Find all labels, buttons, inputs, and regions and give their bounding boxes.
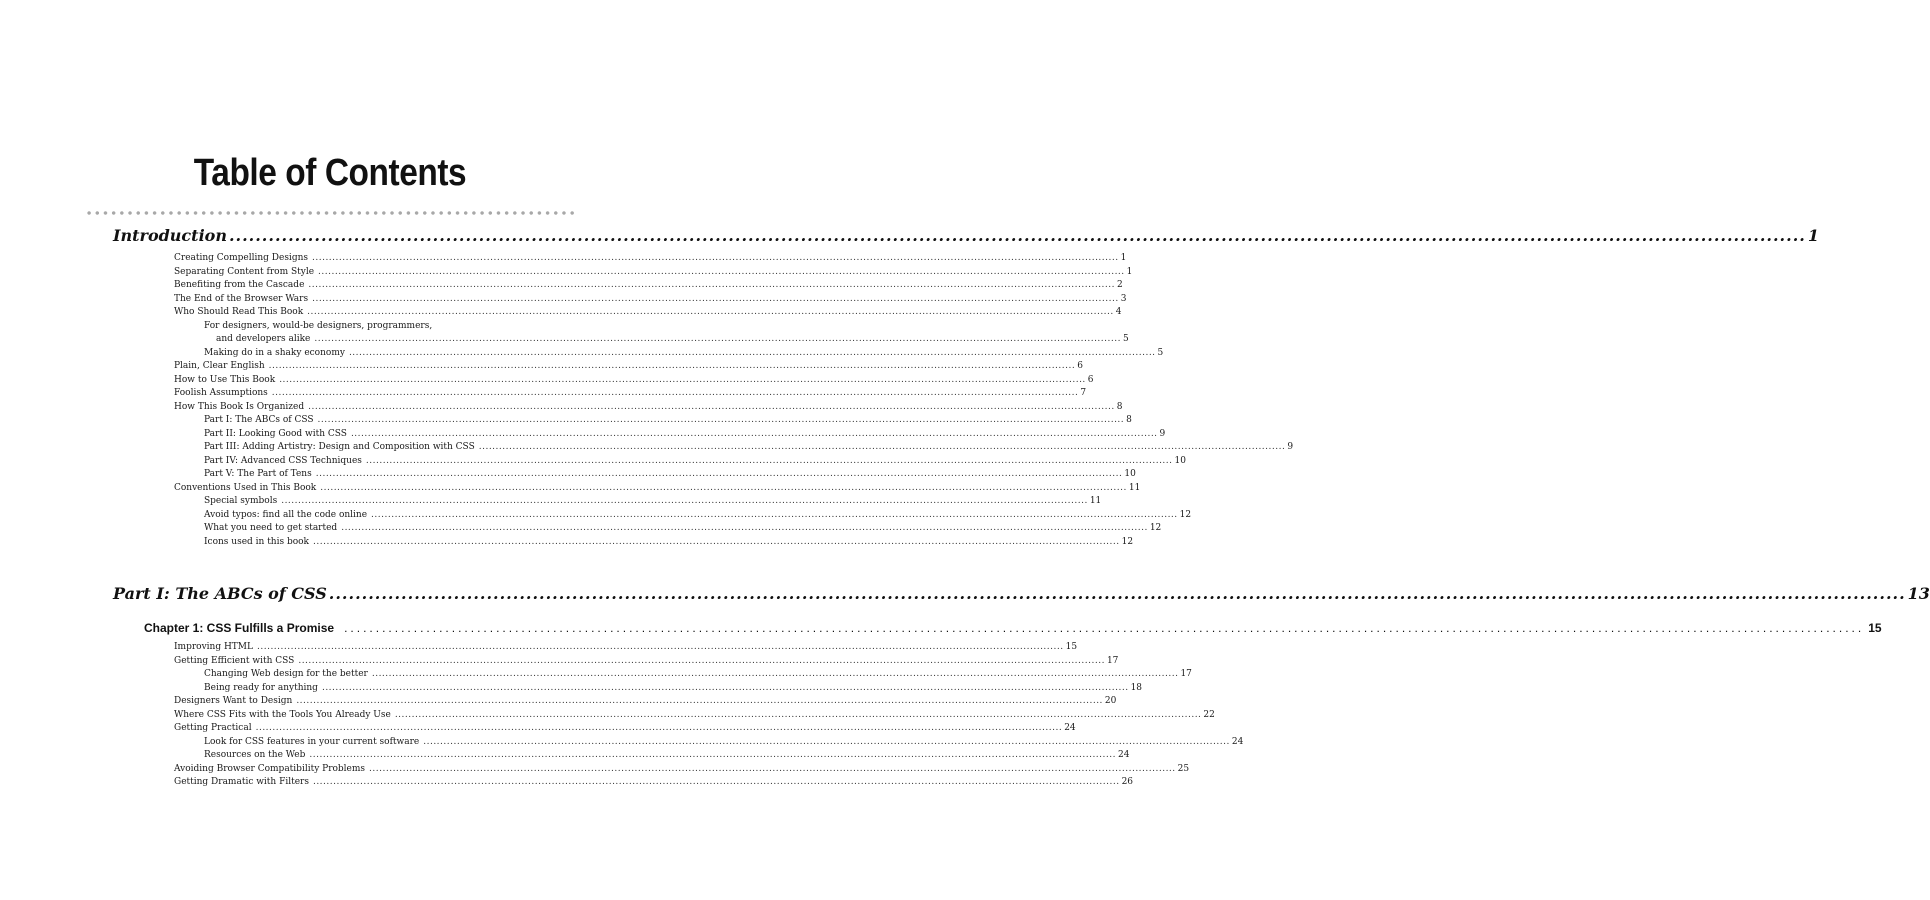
entry-label: Plain, Clear English: [174, 361, 265, 371]
dot-leader: ................................................................................................................................................................................................................................................: [312, 293, 1119, 304]
entry-page-number: 20: [1104, 696, 1117, 706]
entry-page-number: 10: [1124, 469, 1136, 479]
entry-page-number: 9: [1159, 428, 1166, 439]
dot-leader: ................................................................................................................................................................................................................................................: [314, 334, 1121, 344]
entry-label: Who Should Read This Book: [174, 307, 304, 317]
entry-label: Resources on the Web: [204, 750, 306, 760]
dot-leader: ................................................................................................................................................................................................................................................: [257, 642, 1064, 652]
dot-leader: ................................................................................................................................................................................................................................................: [394, 709, 1202, 720]
toc-entry: [174, 695, 1117, 709]
entry-page-number: 17: [1106, 655, 1119, 666]
entry-page-number: 18: [1130, 682, 1143, 693]
entry-label: Being ready for anything: [204, 682, 318, 693]
toc-entry: [174, 763, 1190, 777]
entry-label: Part V: The Part of Tens: [204, 469, 312, 479]
entry-page-number: 6: [1087, 374, 1094, 385]
entry-label: For designers, would-be designers, programmers,: [204, 320, 433, 331]
entry-page-number: 7: [1080, 388, 1087, 398]
dot-leader: ................................................................................................................................................................................................................................................: [350, 428, 1158, 439]
chapter-1-entries: [174, 641, 1244, 790]
toc-entry: [174, 441, 1294, 455]
dot-leader: ................................................................................................................................................................................................................................................: [318, 266, 1125, 277]
part-page-number: 13: [1907, 584, 1930, 603]
entry-page-number: 17: [1180, 669, 1192, 679]
entry-page-number: 12: [1121, 536, 1134, 547]
dot-leader: ................................................................................................................................................................................................................................................: [371, 509, 1178, 520]
toc-entry: [174, 266, 1133, 280]
toc-entry: [174, 736, 1244, 750]
entry-page-number: 2: [1117, 280, 1123, 290]
toc-entry: [174, 414, 1132, 428]
dot-leader: ................................................................................................................................................................................................................................................: [344, 621, 1865, 635]
toc-entry: [174, 509, 1192, 523]
dot-leader: ................................................................................................................................................................................................................................................: [281, 496, 1088, 506]
toc-entry: [174, 320, 574, 334]
entry-label: Part III: Adding Artistry: Design and Composition with CSS: [204, 442, 475, 452]
toc-entry: [174, 468, 1136, 482]
toc-entry: [174, 482, 1141, 496]
entry-page-number: 15: [1065, 642, 1078, 652]
dot-leader: ................................................................................................................................................................................................................................................: [313, 536, 1120, 547]
entry-page-number: 12: [1149, 523, 1162, 533]
dot-leader: ................................................................................................................................................................................................................................................: [315, 469, 1123, 479]
entry-label: Getting Dramatic with Filters: [174, 777, 309, 787]
entry-label: Avoid typos: find all the code online: [204, 509, 368, 520]
entry-page-number: 1: [1126, 266, 1133, 277]
entry-page-number: 26: [1121, 777, 1134, 787]
dot-leader: ................................................................................................................................................................................................................................................: [298, 655, 1105, 666]
entry-page-number: 24: [1231, 736, 1244, 747]
dot-leader: ................................................................................................................................................................................................................................................: [268, 361, 1076, 371]
entry-label: Where CSS Fits with the Tools You Already Use: [174, 709, 391, 720]
dotted-divider: [85, 209, 577, 217]
dot-leader: ................................................................................................................................................................................................................................................: [320, 482, 1127, 493]
dot-leader: ................................................................................................................................................................................................................................................: [341, 523, 1148, 533]
dot-leader: ................................................................................................................................................................................................................................................: [369, 763, 1176, 774]
dot-leader: ................................................................................................................................................................................................................................................: [296, 696, 1103, 706]
entry-page-number: 8: [1116, 401, 1123, 412]
toc-entry: [174, 455, 1186, 469]
toc-entry: [174, 776, 1134, 790]
toc-entry: [174, 428, 1166, 442]
dot-leader: ................................................................................................................................................................................................................................................: [279, 374, 1086, 385]
entry-label: Special symbols: [204, 496, 278, 506]
entry-label: Icons used in this book: [204, 536, 310, 547]
entry-page-number: 5: [1122, 334, 1129, 344]
entry-label: How to Use This Book: [174, 374, 276, 385]
entry-page-number: 11: [1128, 482, 1141, 493]
entry-label: Foolish Assumptions: [174, 388, 268, 398]
dot-leader: ................................................................................................................................................................................................................................................: [312, 253, 1119, 263]
entry-label: What you need to get started: [204, 523, 338, 533]
toc-chapter-1: [144, 621, 1882, 635]
toc-entry: [174, 293, 1127, 307]
entry-label: Conventions Used in This Book: [174, 482, 317, 493]
toc-entry: [174, 495, 1102, 509]
entry-label: The End of the Browser Wars: [174, 293, 309, 304]
page-title: Table of Contents: [193, 152, 467, 194]
toc-entry: [174, 722, 1076, 736]
entry-page-number: 24: [1117, 750, 1130, 760]
entry-page-number: 8: [1126, 415, 1132, 425]
entry-label: Avoiding Browser Compatibility Problems: [174, 763, 366, 774]
entry-page-number: 12: [1179, 509, 1192, 520]
dot-leader: ................................................................................................................................................................................................................................................: [228, 226, 1806, 245]
toc-entry: [174, 668, 1192, 682]
introduction-entries: [174, 252, 1294, 549]
dot-leader: ................................................................................................................................................................................................................................................: [308, 280, 1115, 290]
entry-label: Getting Efficient with CSS: [174, 655, 295, 666]
entry-page-number: 9: [1287, 442, 1294, 452]
dot-leader: ................................................................................................................................................................................................................................................: [478, 442, 1286, 452]
dot-leader: ................................................................................................................................................................................................................................................: [307, 307, 1114, 317]
chapter-page-number: 15: [1868, 621, 1882, 635]
dot-leader: ................................................................................................................................................................................................................................................: [308, 401, 1115, 412]
toc-entry: [174, 374, 1094, 388]
dot-leader: ................................................................................................................................................................................................................................................: [309, 750, 1116, 760]
entry-label: Look for CSS features in your current software: [204, 736, 420, 747]
dot-leader: ................................................................................................................................................................................................................................................: [371, 669, 1179, 679]
entry-label: and developers alike: [216, 334, 311, 344]
dot-leader: ................................................................................................................................................................................................................................................: [365, 455, 1173, 466]
part-page-number: 1: [1807, 226, 1819, 245]
toc-entry: [174, 522, 1162, 536]
toc-entry: [174, 306, 1122, 320]
entry-page-number: 11: [1089, 496, 1102, 506]
entry-label: Part IV: Advanced CSS Techniques: [204, 455, 362, 466]
entry-page-number: 1: [1120, 253, 1127, 263]
toc-part-introduction: [113, 226, 1819, 245]
dot-leader: ................................................................................................................................................................................................................................................: [328, 584, 1906, 603]
dot-leader: ................................................................................................................................................................................................................................................: [423, 736, 1230, 747]
toc-entry: [174, 655, 1119, 669]
toc-entry: [174, 401, 1123, 415]
entry-label: How This Book Is Organized: [174, 401, 305, 412]
entry-label: Getting Practical: [174, 723, 252, 733]
toc-entry: [174, 682, 1143, 696]
entry-page-number: 5: [1157, 347, 1164, 358]
entry-page-number: 6: [1077, 361, 1083, 371]
entry-label: Changing Web design for the better: [204, 669, 368, 679]
dot-leader: ................................................................................................................................................................................................................................................: [271, 388, 1079, 398]
entry-page-number: 25: [1177, 763, 1190, 774]
entry-label: Benefiting from the Cascade: [174, 280, 305, 290]
entry-page-number: 10: [1174, 455, 1186, 466]
toc-entry: [174, 279, 1123, 293]
entry-page-number: 3: [1120, 293, 1127, 304]
toc-entry: [174, 347, 1164, 361]
dot-leader: ................................................................................................................................................................................................................................................: [317, 415, 1125, 425]
entry-page-number: 4: [1115, 307, 1122, 317]
entry-page-number: 24: [1064, 723, 1076, 733]
entry-label: Part I: The ABCs of CSS: [204, 415, 314, 425]
dot-leader: ................................................................................................................................................................................................................................................: [312, 777, 1120, 787]
dot-leader: ................................................................................................................................................................................................................................................: [255, 723, 1063, 733]
entry-label: Designers Want to Design: [174, 696, 293, 706]
part-label: Introduction: [113, 226, 227, 245]
part-label: Part I: The ABCs of CSS: [113, 584, 327, 603]
toc-entry: [174, 360, 1083, 374]
entry-label: Part II: Looking Good with CSS: [204, 428, 347, 439]
dot-leader: ................................................................................................................................................................................................................................................: [321, 682, 1129, 693]
entry-label: Improving HTML: [174, 642, 253, 652]
entry-label: Creating Compelling Designs: [174, 253, 308, 263]
toc-entry: [174, 252, 1127, 266]
entry-page-number: 22: [1203, 709, 1215, 720]
toc-entry: [174, 641, 1078, 655]
toc-entry: [174, 387, 1087, 401]
entry-label: Separating Content from Style: [174, 266, 315, 277]
toc-entry: [174, 709, 1215, 723]
chapter-label: Chapter 1: CSS Fulfills a Promise: [144, 621, 335, 635]
toc-entry: [174, 333, 1129, 347]
toc-entry: [174, 536, 1134, 550]
toc-entry: [174, 749, 1130, 763]
entry-label: Making do in a shaky economy: [204, 347, 345, 358]
toc-part-1: [113, 584, 1930, 603]
dot-leader: ................................................................................................................................................................................................................................................: [348, 347, 1156, 358]
